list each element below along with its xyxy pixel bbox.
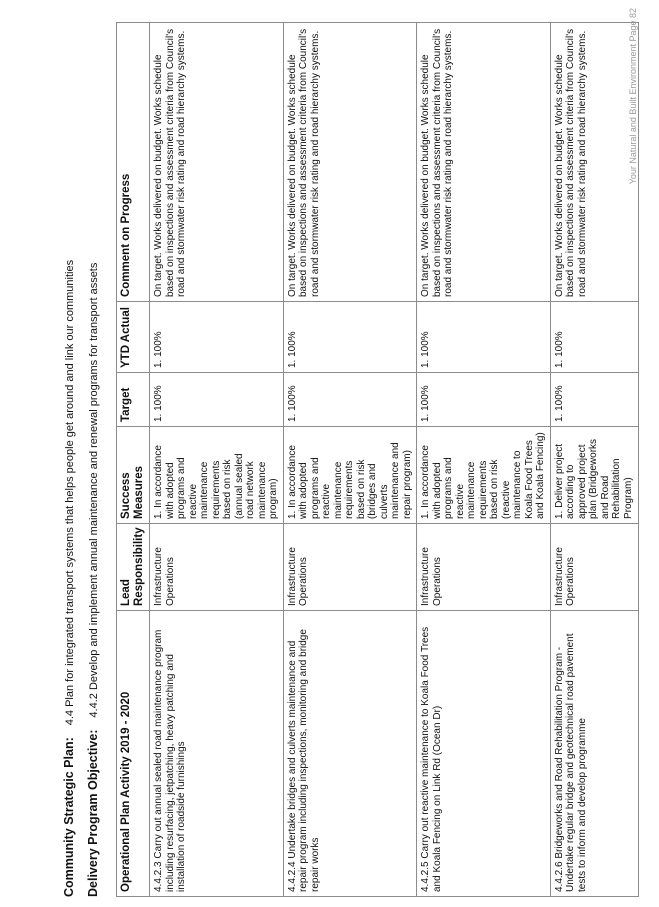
lead-cell: Infrastructure Operations bbox=[150, 524, 284, 611]
col-header-measures: Success Measures bbox=[117, 427, 150, 524]
ytd-cell: 1. 100% bbox=[150, 302, 284, 373]
activity-cell: 4.4.2.5 Carry out reactive maintenance to Koala Food Trees and Koala Fencing on Link Rd (Ocean Dr) bbox=[417, 611, 551, 897]
page-footer: Your Natural and Built Environment Page 82 bbox=[628, 8, 638, 185]
col-header-lead: Lead Responsibility bbox=[117, 524, 150, 611]
measures-cell: 1. In accordance with adopted programs and reactive maintenance requirements based on risk (reactive maintenance to Koala Food Trees and Koala Fencing) bbox=[417, 427, 551, 524]
table-row bbox=[417, 23, 551, 897]
activity-cell: 4.4.2.6 Bridgeworks and Road Rehabilitation Program - Undertake regular bridge and geotechnical road pavement tests to inform and develop programme bbox=[550, 611, 638, 897]
col-header-activity: Operational Plan Activity 2019 - 2020 bbox=[117, 611, 150, 897]
csp-value: 4.4 Plan for integrated transport systems that helps people get around and link our communities bbox=[64, 259, 76, 726]
table-row bbox=[150, 23, 284, 897]
target-cell: 1. 100% bbox=[150, 373, 284, 427]
target-cell: 1. 100% bbox=[283, 373, 417, 427]
comment-cell: On target. Works delivered on budget. Works schedule based on inspections and assessment criteria from Council's road and stormwater risk rating and road hierarchy systems. bbox=[550, 23, 638, 302]
col-header-ytd: YTD Actual bbox=[117, 302, 150, 373]
table-row bbox=[283, 23, 417, 897]
table-header-row bbox=[117, 23, 150, 897]
lead-cell: Infrastructure Operations bbox=[550, 524, 638, 611]
measures-cell: 1. In accordance with adopted programs and reactive maintenance requirements based on risk (annual sealed road network maintenance program) bbox=[150, 427, 284, 524]
comment-cell: On target. Works delivered on budget. Works schedule based on inspections and assessment criteria from Council's road and stormwater risk rating and road hierarchy systems. bbox=[417, 23, 551, 302]
activity-cell: 4.4.2.3 Carry out annual sealed road maintenance program including resurfacing, jetpatching, heavy patching and installation of roadside furnishings bbox=[150, 611, 284, 897]
csp-line bbox=[62, 260, 76, 897]
col-header-comment: Comment on Progress bbox=[117, 23, 150, 302]
target-cell: 1. 100% bbox=[550, 373, 638, 427]
dpo-label: Delivery Program Objective: bbox=[86, 729, 100, 897]
table-row bbox=[550, 23, 638, 897]
operational-plan-table bbox=[116, 22, 639, 897]
comment-cell: On target. Works delivered on budget. Works schedule based on inspections and assessment criteria from Council's road and stormwater risk rating and road hierarchy systems. bbox=[150, 23, 284, 302]
dpo-line bbox=[86, 263, 100, 897]
target-cell: 1. 100% bbox=[417, 373, 551, 427]
ytd-cell: 1. 100% bbox=[550, 302, 638, 373]
lead-cell: Infrastructure Operations bbox=[417, 524, 551, 611]
ytd-cell: 1. 100% bbox=[283, 302, 417, 373]
measures-cell: 1. Deliver project according to approved project plan (Bridgeworks and Road Rehabilitation Program) bbox=[550, 427, 638, 524]
comment-cell: On target. Works delivered on budget. Works schedule based on inspections and assessment criteria from Council's road and stormwater risk rating and road hierarchy systems. bbox=[283, 23, 417, 302]
activity-cell: 4.4.2.4 Undertake bridges and culverts maintenance and repair program including inspections, monitoring and bridge repair works bbox=[283, 611, 417, 897]
col-header-target: Target bbox=[117, 373, 150, 427]
lead-cell: Infrastructure Operations bbox=[283, 524, 417, 611]
ytd-cell: 1. 100% bbox=[417, 302, 551, 373]
csp-label: Community Strategic Plan: bbox=[62, 737, 76, 897]
measures-cell: 1. In accordance with adopted programs and reactive maintenance requirements based on risk (bridges and culverts maintenance and repair program) bbox=[283, 427, 417, 524]
dpo-value: 4.4.2 Develop and implement annual maintenance and renewal programs for transport assets bbox=[88, 262, 100, 718]
